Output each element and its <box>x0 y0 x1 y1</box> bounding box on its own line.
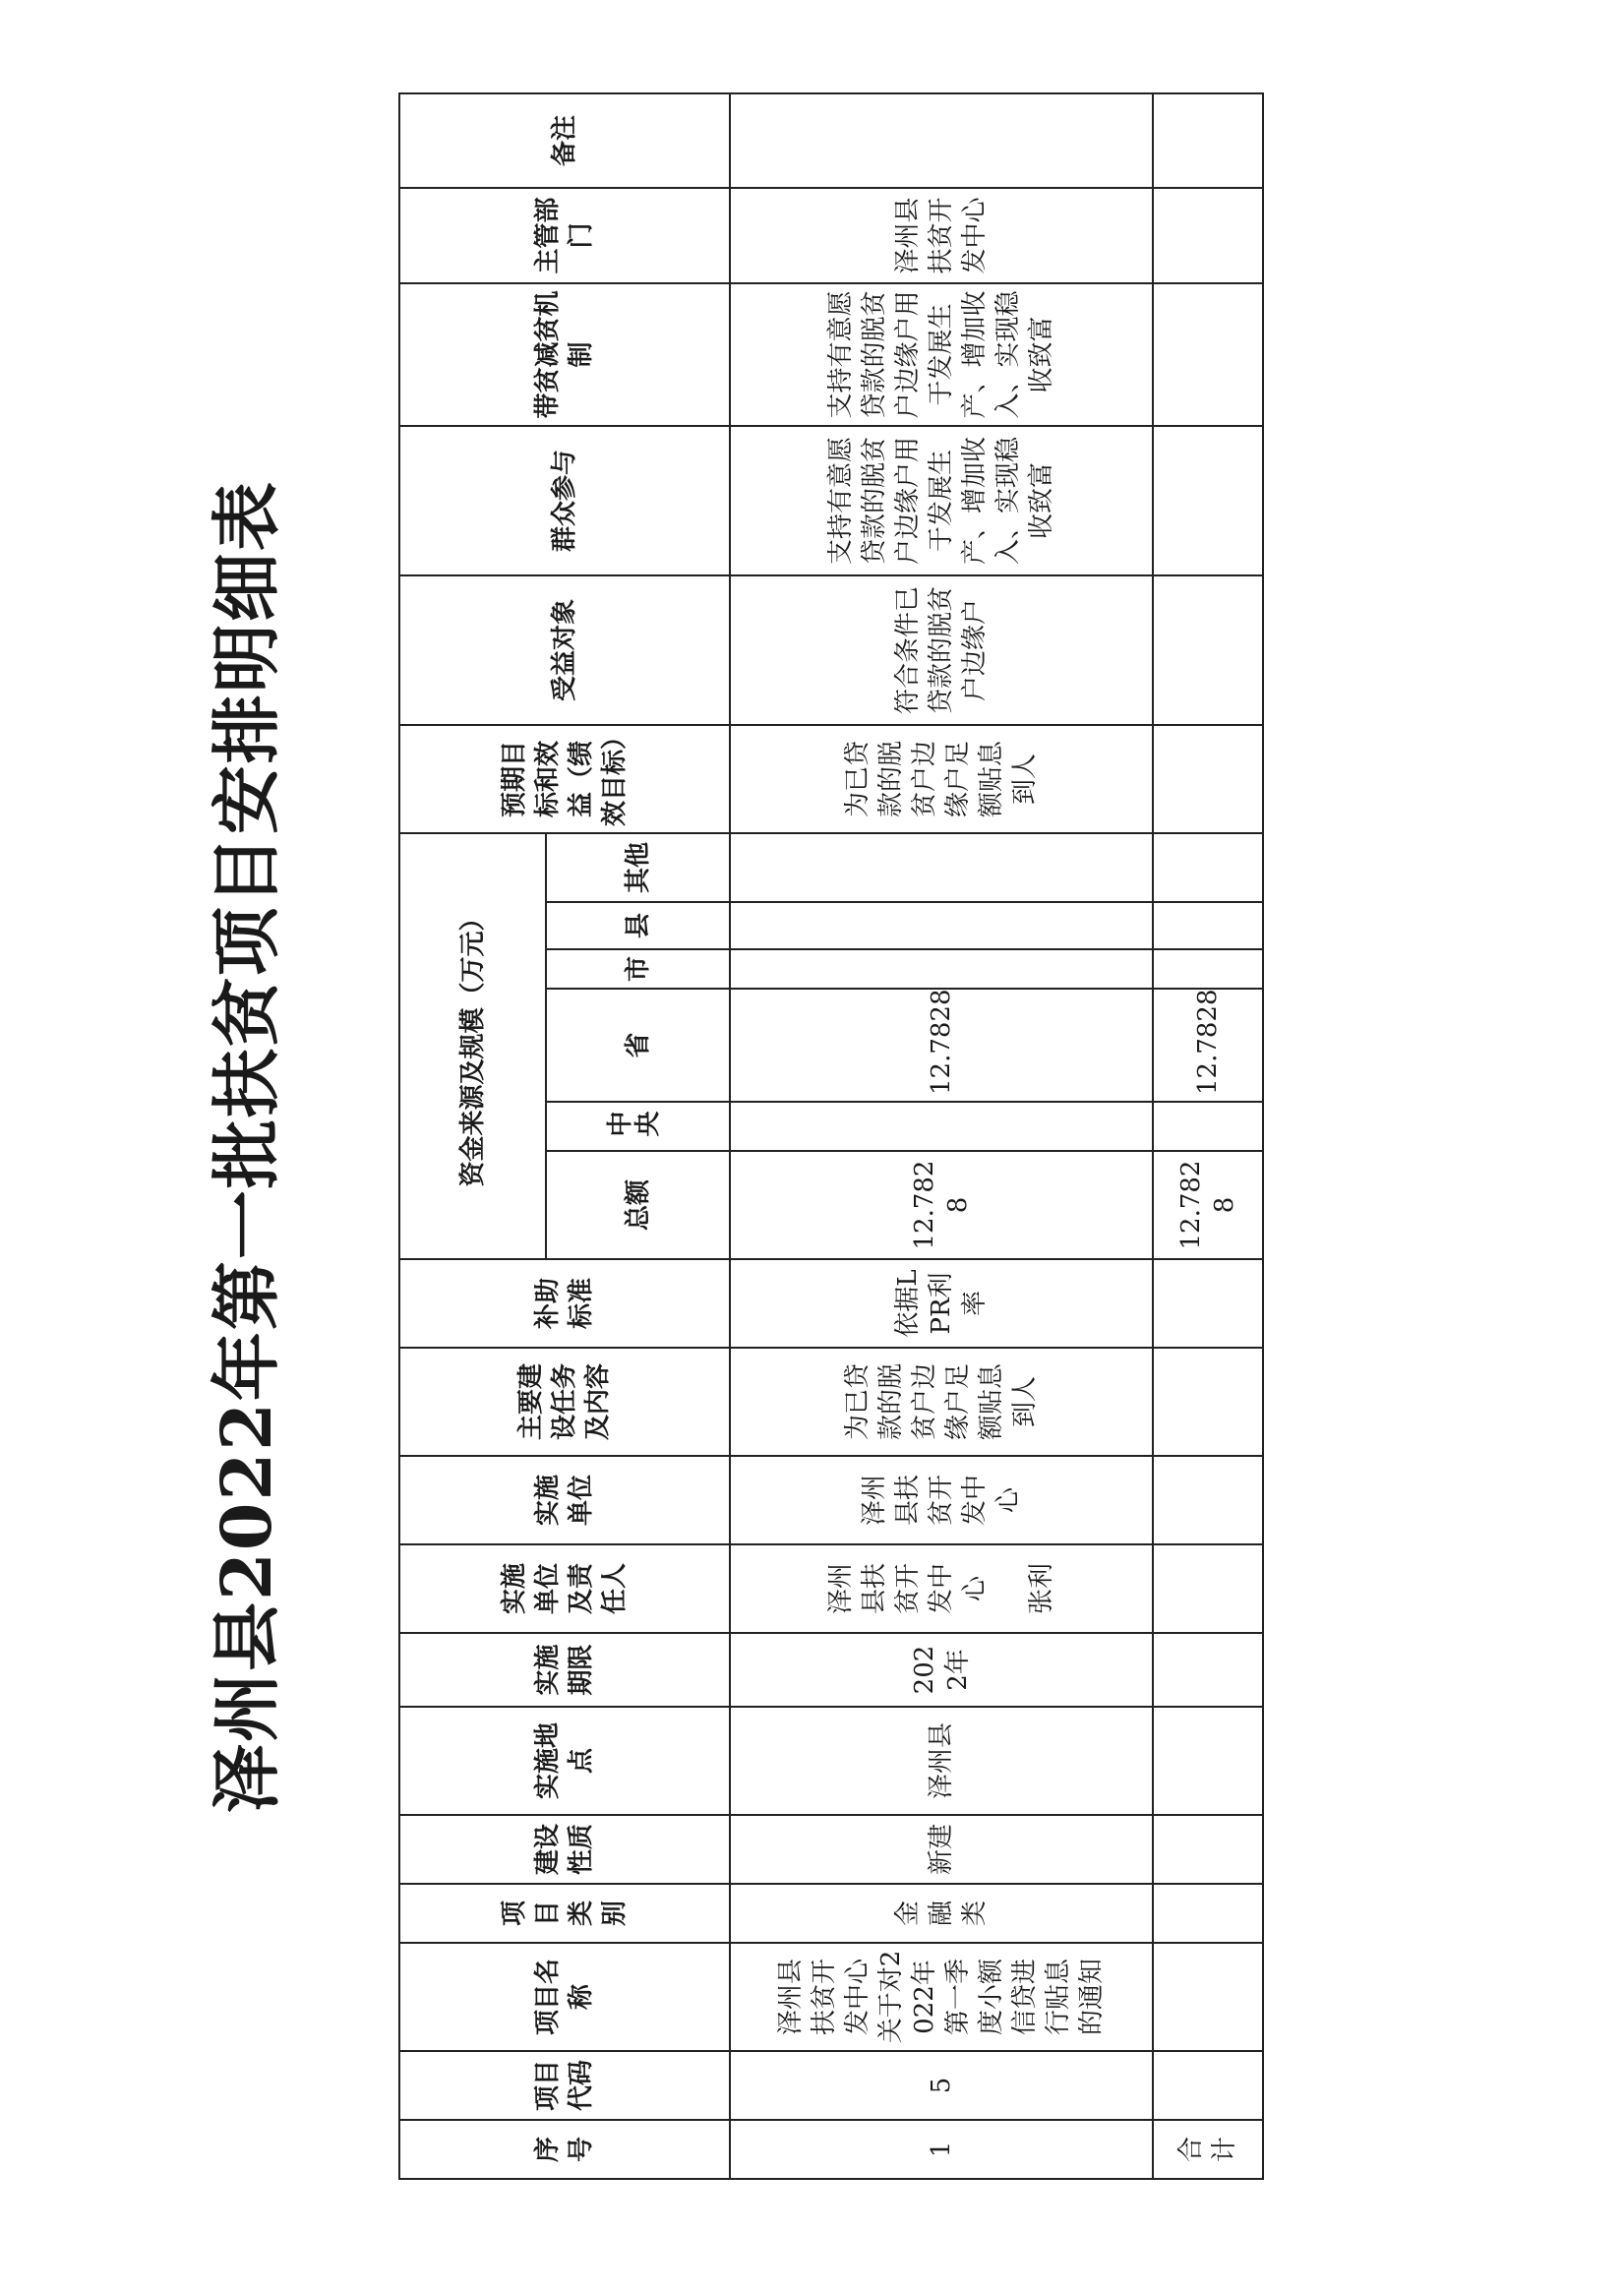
header-location: 实施地点 <box>399 1707 730 1815</box>
cell-unit-person-unit: 泽州县扶贫开发中心 <box>825 1563 990 1615</box>
cell-county <box>730 902 1153 949</box>
header-funds-group: 资金来源及规模（万元） <box>399 833 546 1259</box>
cell-unit-person <box>730 1544 1153 1633</box>
cell-mechanism: 支持有意愿贷款的脱贫户边缘户用于发展生产、增加收入、实现稳收致富 <box>730 283 1153 426</box>
cell-central <box>730 1102 1153 1151</box>
header-beneficiary: 受益对象 <box>399 575 730 725</box>
cell-other <box>730 833 1153 902</box>
header-seq: 序号 <box>399 2120 730 2179</box>
header-unit-person: 实施单位及责任人 <box>399 1544 730 1633</box>
page-title: 泽州县2022年第一批扶贫项目安排明细表 <box>206 480 287 1813</box>
header-remark: 备注 <box>399 93 730 188</box>
cell-remark <box>730 93 1153 188</box>
total-province: 12.7828 <box>1153 989 1263 1102</box>
header-content: 主要建设任务及内容 <box>399 1348 730 1456</box>
header-nature: 建设性质 <box>399 1815 730 1884</box>
cell-subsidy: 依据LPR利率 <box>730 1259 1153 1348</box>
cell-unit: 泽州县扶贫开发中心 <box>730 1456 1153 1544</box>
header-category: 项目类别 <box>399 1884 730 1943</box>
table-row <box>730 93 1153 2179</box>
total-row <box>1153 93 1263 2179</box>
cell-name: 泽州县扶贫开发中心关于对2022年第一季度小额信贷进行贴息的通知 <box>730 1943 1153 2051</box>
header-total: 总额 <box>546 1151 730 1259</box>
cell-nature: 新建 <box>730 1815 1153 1884</box>
cell-content: 为已贷款的脱贫户边缘户足额贴息到人 <box>730 1348 1153 1456</box>
header-province: 省 <box>546 989 730 1102</box>
cell-unit-person-name: 张利 <box>1026 1563 1056 1615</box>
cell-period: 2022年 <box>730 1633 1153 1707</box>
header-name: 项目名称 <box>399 1943 730 2051</box>
cell-department: 泽州县扶贫开发中心 <box>730 188 1153 283</box>
header-department: 主管部门 <box>399 188 730 283</box>
total-label: 合计 <box>1153 2120 1263 2179</box>
cell-province: 12.7828 <box>730 989 1153 1102</box>
header-participation: 群众参与 <box>399 426 730 575</box>
project-table <box>398 92 1264 2180</box>
cell-city <box>730 949 1153 989</box>
cell-seq: 1 <box>730 2120 1153 2179</box>
header-period: 实施期限 <box>399 1633 730 1707</box>
cell-code: 5 <box>730 2051 1153 2120</box>
header-central: 中央 <box>546 1102 730 1151</box>
cell-participation: 支持有意愿贷款的脱贫户边缘户用于发展生产、增加收入、实现稳收致富 <box>730 426 1153 575</box>
header-row-top <box>399 93 546 2179</box>
header-county: 县 <box>546 902 730 949</box>
cell-category: 金融类 <box>730 1884 1153 1943</box>
cell-goal: 为已贷款的脱贫户边缘户足额贴息到人 <box>730 725 1153 833</box>
cell-total: 12.7828 <box>730 1151 1153 1259</box>
total-total: 12.7828 <box>1153 1151 1263 1259</box>
header-other: 其他 <box>546 833 730 902</box>
header-mechanism: 带贫减贫机制 <box>399 283 730 426</box>
cell-location: 泽州县 <box>730 1707 1153 1815</box>
header-city: 市 <box>546 949 730 989</box>
header-goal: 预期目标和效益（绩效目标） <box>399 725 730 833</box>
header-unit: 实施单位 <box>399 1456 730 1544</box>
cell-beneficiary: 符合条件已贷款的脱贫户边缘户 <box>730 575 1153 725</box>
header-code: 项目代码 <box>399 2051 730 2120</box>
header-subsidy: 补助标准 <box>399 1259 730 1348</box>
